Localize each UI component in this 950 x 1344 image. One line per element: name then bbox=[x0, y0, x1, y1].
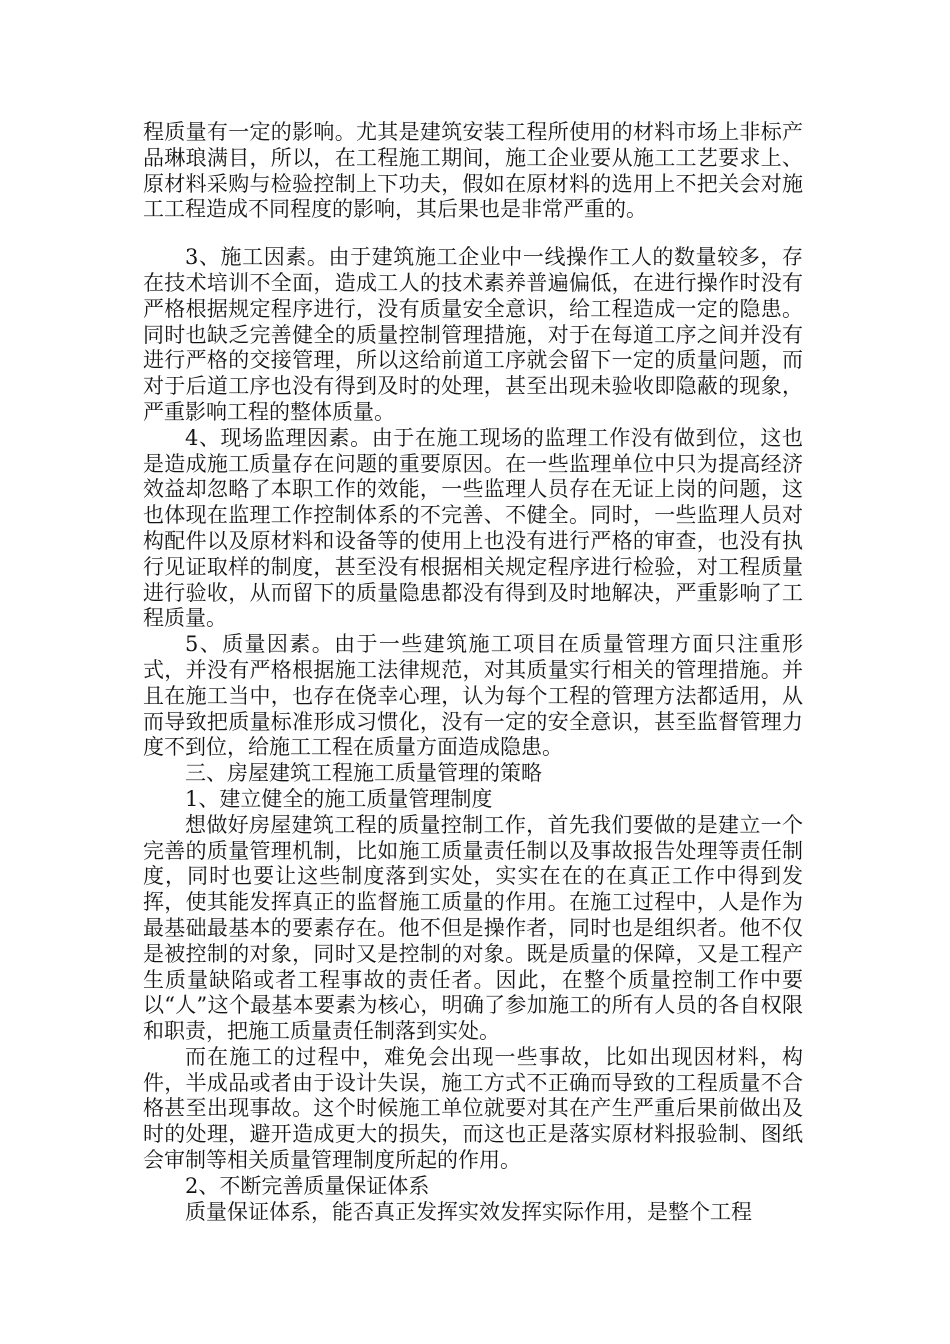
paragraph-quality-assurance: 质量保证体系，能否真正发挥实效发挥实际作用，是整个工程 bbox=[185, 1199, 752, 1224]
subheading-quality-assurance: 2、不断完善质量保证体系 bbox=[185, 1173, 430, 1198]
document-body bbox=[143, 120, 803, 1225]
paragraph-construction-factor: 3、施工因素。由于建筑施工企业中一线操作工人的数量较多，存在技术培训不全面，造成工人的技术素养普遍偏低，在进行操作时没有严格根据规定程序进行，没有质量安全意识，给工程造成一定的隐患。同时也缺乏完善健全的质量控制管理措施，对于在每道工序之间并没有进行严格的交接管理，所以这给前道工序就会留下一定的质量问题，而对于后道工序也没有得到及时的处理，甚至出现未验收即隐蔽的现象，严重影响工程的整体质量。 bbox=[143, 245, 803, 424]
paragraph-management-system: 想做好房屋建筑工程的质量控制工作，首先我们要做的是建立一个完善的质量管理机制，比如施工质量责任制以及事故报告处理等责任制度，同时也要让这些制度落到实处，实实在在的在真正工作中得到发挥，使其能发挥真正的监督施工质量的作用。在施工过程中，人是作为最基础最基本的要素存在。他不但是操作者，同时也是组织者。他不仅是被控制的对象，同时又是控制的对象。既是质量的保障，又是工程产生质量缺陷或者工程事故的责任者。因此，在整个质量控制工作中要以“人”这个最基本要素为核心，明确了参加施工的所有人员的各自权限和职责，把施工质量责任制落到实处。 bbox=[143, 812, 803, 1044]
section-heading-strategies: 三、房屋建筑工程施工质量管理的策略 bbox=[185, 761, 542, 786]
paragraph-supervision-factor: 4、现场监理因素。由于在施工现场的监理工作没有做到位，这也是造成施工质量存在问题的重要原因。在一些监理单位中只为提高经济效益却忽略了本职工作的效能，一些监理人员存在无证上岗的问题，这也体现在监理工作控制体系的不完善、不健全。同时，一些监理人员对构配件以及原材料和设备等的使用上也没有进行严格的审查，也没有执行见证取样的制度，甚至没有根据相关规定程序进行检验，对工程质量进行验收，从而留下的质量隐患都没有得到及时地解决，严重影响了工程质量。 bbox=[143, 425, 803, 631]
paragraph-continued: 程质量有一定的影响。尤其是建筑安装工程所使用的材料市场上非标产品琳琅满目，所以，在工程施工期间，施工企业要从施工工艺要求上、原材料采购与检验控制上下功夫，假如在原材料的选用上不把关会对施工工程造成不同程度的影响，其后果也是非常严重的。 bbox=[143, 120, 803, 222]
paragraph-accident-handling: 而在施工的过程中，难免会出现一些事故，比如出现因材料，构件，半成品或者由于设计失误，施工方式不正确而导致的工程质量不合格甚至出现事故。这个时候施工单位就要对其在产生严重后果前做出及时的处理，避开造成更大的损失，而这也正是落实原材料报验制、图纸会审制等相关质量管理制度所起的作用。 bbox=[143, 1044, 803, 1173]
paragraph-quality-factor: 5、质量因素。由于一些建筑施工项目在质量管理方面只注重形式，并没有严格根据施工法律规范，对其质量实行相关的管理措施。并且在施工当中，也存在侥幸心理，认为每个工程的管理方法都适用，从而导致把质量标准形成习惯化，没有一定的安全意识，甚至监督管理力度不到位，给施工工程在质量方面造成隐患。 bbox=[143, 632, 803, 760]
subheading-management-system: 1、建立健全的施工质量管理制度 bbox=[185, 786, 493, 811]
